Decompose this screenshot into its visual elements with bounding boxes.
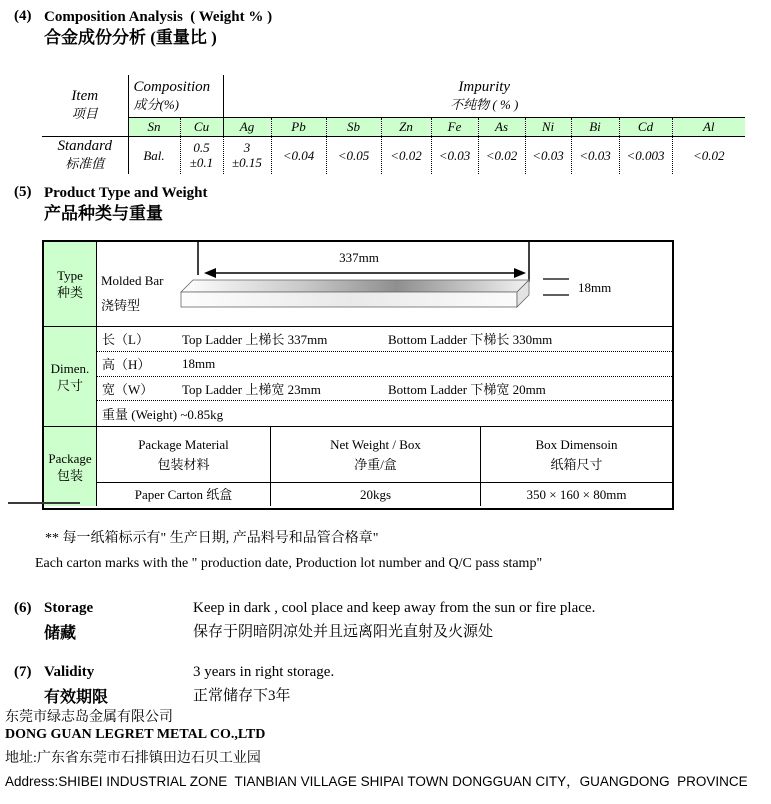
box-dimension-value xyxy=(481,483,672,506)
dimension-row-height xyxy=(97,352,672,377)
section4-title-en: Composition Analysis ( Weight % ) xyxy=(44,9,273,25)
value-line: Bal. xyxy=(143,147,165,163)
section6-title-cn: 储藏 xyxy=(44,625,77,642)
dim-value-1: Top Ladder 上梯宽 23mm xyxy=(182,381,321,397)
carton-note-en: Each carton marks with the " production date, Production lot number and Q/C pass stamp" xyxy=(35,556,543,571)
value-line: <0.05 xyxy=(337,147,370,163)
standard-row-header xyxy=(42,136,128,174)
section5-title-en: Product Type and Weight xyxy=(44,185,208,201)
item-label-en: Item xyxy=(71,88,99,105)
scan-artifact-line xyxy=(8,502,80,504)
dimen-label-cn: 尺寸 xyxy=(56,377,83,393)
composition-label-en: Composition xyxy=(133,78,211,95)
impurity-header-cell xyxy=(223,75,745,117)
standard-value-cell xyxy=(672,136,745,174)
section6-title-en: Storage xyxy=(44,600,94,616)
dimension-row-header xyxy=(44,327,97,426)
standard-value-cell xyxy=(525,136,571,174)
standard-value-cell xyxy=(128,136,180,174)
pkg-header-en: Net Weight / Box xyxy=(330,436,421,452)
section4-number: (4) xyxy=(14,8,32,24)
dim-label: 长（L） xyxy=(102,332,149,348)
dimension-list xyxy=(97,327,672,426)
composition-label-cn: 成分(%) xyxy=(133,96,179,112)
pkg-value: 20kgs xyxy=(359,486,392,502)
pkg-header-cn: 净重/盒 xyxy=(354,456,397,472)
length-dimension-label: 337mm xyxy=(339,250,379,265)
element-header: Ni xyxy=(525,117,571,136)
standard-value-cell xyxy=(180,136,223,174)
package-material-value xyxy=(97,483,271,506)
element-header: Pb xyxy=(271,117,326,136)
section7-text-cn: 正常储存下3年 xyxy=(193,688,291,704)
product-type-cn: 浇铸型 xyxy=(101,298,141,313)
arrowhead-left-icon xyxy=(204,268,216,278)
arrowhead-right-icon xyxy=(514,268,526,278)
element-header: Bi xyxy=(571,117,619,136)
carton-note-cn: ** 每一纸箱标示有" 生产日期, 产品料号和品管合格章" xyxy=(45,531,379,546)
net-weight-value xyxy=(271,483,481,506)
section7-title-cn: 有效期限 xyxy=(44,689,109,706)
molded-bar-diagram xyxy=(97,242,675,325)
type-row xyxy=(44,242,672,327)
package-rows xyxy=(44,427,672,506)
dim-value-1: Top Ladder 上梯长 337mm xyxy=(182,332,328,348)
standard-value-cell xyxy=(381,136,431,174)
standard-value-cell xyxy=(223,136,271,174)
composition-table xyxy=(42,75,745,174)
section5-titles xyxy=(44,184,208,225)
section4-titles xyxy=(44,8,272,49)
pkg-header-cn: 包装材料 xyxy=(157,456,210,472)
element-header: Al xyxy=(672,117,745,136)
element-header: Cu xyxy=(180,117,223,136)
impurity-label-cn: 不纯物 ( % ) xyxy=(450,96,519,112)
package-row-header xyxy=(44,427,97,506)
section7-number: (7) xyxy=(14,664,32,680)
type-row-header xyxy=(44,242,97,326)
dim-label: 重量 (Weight) ~0.85kg xyxy=(102,407,224,423)
element-header: Sn xyxy=(128,117,180,136)
net-weight-header xyxy=(271,427,481,482)
dim-value-1: 18mm xyxy=(182,355,216,371)
value-line: <0.03 xyxy=(438,147,471,163)
address-cn: 地址:广东省东莞市石排镇田边石贝工业园 xyxy=(5,751,261,766)
package-material-header xyxy=(97,427,271,482)
value-line: ±0.15 xyxy=(232,155,262,171)
dimen-label-en: Dimen. xyxy=(50,360,90,376)
pkg-header-en: Package Material xyxy=(138,436,229,452)
value-line: <0.04 xyxy=(282,147,315,163)
product-type-name xyxy=(101,268,163,318)
element-header: Fe xyxy=(431,117,478,136)
section5-number: (5) xyxy=(14,184,32,200)
section4-title-cn: 合金成份分析 (重量比 ) xyxy=(44,28,217,47)
section6-number: (6) xyxy=(14,600,32,616)
value-line: <0.03 xyxy=(579,147,611,163)
bar-top-face xyxy=(181,280,529,292)
composition-header-cell xyxy=(128,75,223,117)
dim-value-2: Bottom Ladder 下梯宽 20mm xyxy=(388,381,546,397)
pkg-header-en: Box Dimensoin xyxy=(535,436,618,452)
impurity-label-en: Impurity xyxy=(458,78,511,95)
package-grid xyxy=(97,427,672,506)
bar-front-face xyxy=(181,292,517,307)
package-label-cn: 包装 xyxy=(56,467,83,483)
standard-value-cell xyxy=(431,136,478,174)
element-header: As xyxy=(478,117,525,136)
type-content xyxy=(97,242,675,326)
section7-text-en: 3 years in right storage. xyxy=(193,664,335,680)
standard-value-cell xyxy=(326,136,381,174)
value-line: <0.03 xyxy=(532,147,564,163)
height-dimension-label: 18mm xyxy=(578,280,612,295)
type-label-en: Type xyxy=(57,268,83,283)
dim-label: 宽（W） xyxy=(102,381,154,397)
pkg-value: 350 × 160 × 80mm xyxy=(526,486,627,502)
type-label-cn: 种类 xyxy=(56,285,83,300)
dimension-row-weight xyxy=(97,401,672,426)
standard-value-cell xyxy=(271,136,326,174)
element-header: Cd xyxy=(619,117,672,136)
element-header: Ag xyxy=(223,117,271,136)
element-header: Sb xyxy=(326,117,381,136)
item-header-cell xyxy=(42,75,128,136)
dim-label: 高（H） xyxy=(102,357,151,373)
value-line: 3 xyxy=(243,140,251,156)
standard-value-cell xyxy=(478,136,525,174)
section6-text-cn: 保存于阴暗阴凉处并且远离阳光直射及火源处 xyxy=(193,624,494,640)
value-line: ±0.1 xyxy=(189,155,214,171)
product-type-en: Molded Bar xyxy=(101,273,164,288)
section6-text-en: Keep in dark , cool place and keep away from the sun or fire place. xyxy=(193,600,596,616)
value-line: <0.02 xyxy=(390,147,422,163)
value-line: <0.003 xyxy=(626,147,665,163)
value-line: <0.02 xyxy=(485,147,518,163)
section5-title-cn: 产品种类与重量 xyxy=(44,204,163,223)
item-label-cn: 项目 xyxy=(71,106,98,122)
dimension-rows xyxy=(44,327,672,427)
package-label-en: Package xyxy=(48,450,92,466)
dim-value-2: Bottom Ladder 下梯长 330mm xyxy=(388,332,553,348)
section5-heading xyxy=(14,184,208,225)
value-line: <0.02 xyxy=(692,147,725,163)
standard-label-en: Standard xyxy=(57,138,112,155)
section4-heading xyxy=(14,8,272,49)
package-header-row xyxy=(97,427,672,483)
dimension-row-length xyxy=(97,327,672,352)
dimension-row-width xyxy=(97,377,672,402)
pkg-value: Paper Carton 纸盒 xyxy=(134,486,233,502)
product-table xyxy=(42,240,674,510)
company-name-en: DONG GUAN LEGRET METAL CO.,LTD xyxy=(5,727,266,742)
pkg-header-cn: 纸箱尺寸 xyxy=(550,456,603,472)
element-header: Zn xyxy=(381,117,431,136)
address-en: Address:SHIBEI INDUSTRIAL ZONE TIANBIAN VILLAGE SHIPAI TOWN DONGGUAN CITY，GUANGDONG PROVINCE xyxy=(5,774,748,789)
package-data-row xyxy=(97,483,672,506)
standard-value-cell xyxy=(571,136,619,174)
section7-title-en: Validity xyxy=(44,664,95,680)
standard-label-cn: 标准值 xyxy=(65,156,105,172)
company-name-cn: 东莞市绿志岛金属有限公司 xyxy=(5,710,173,725)
box-dimension-header xyxy=(481,427,672,482)
standard-value-cell xyxy=(619,136,672,174)
value-line: 0.5 xyxy=(193,140,210,156)
